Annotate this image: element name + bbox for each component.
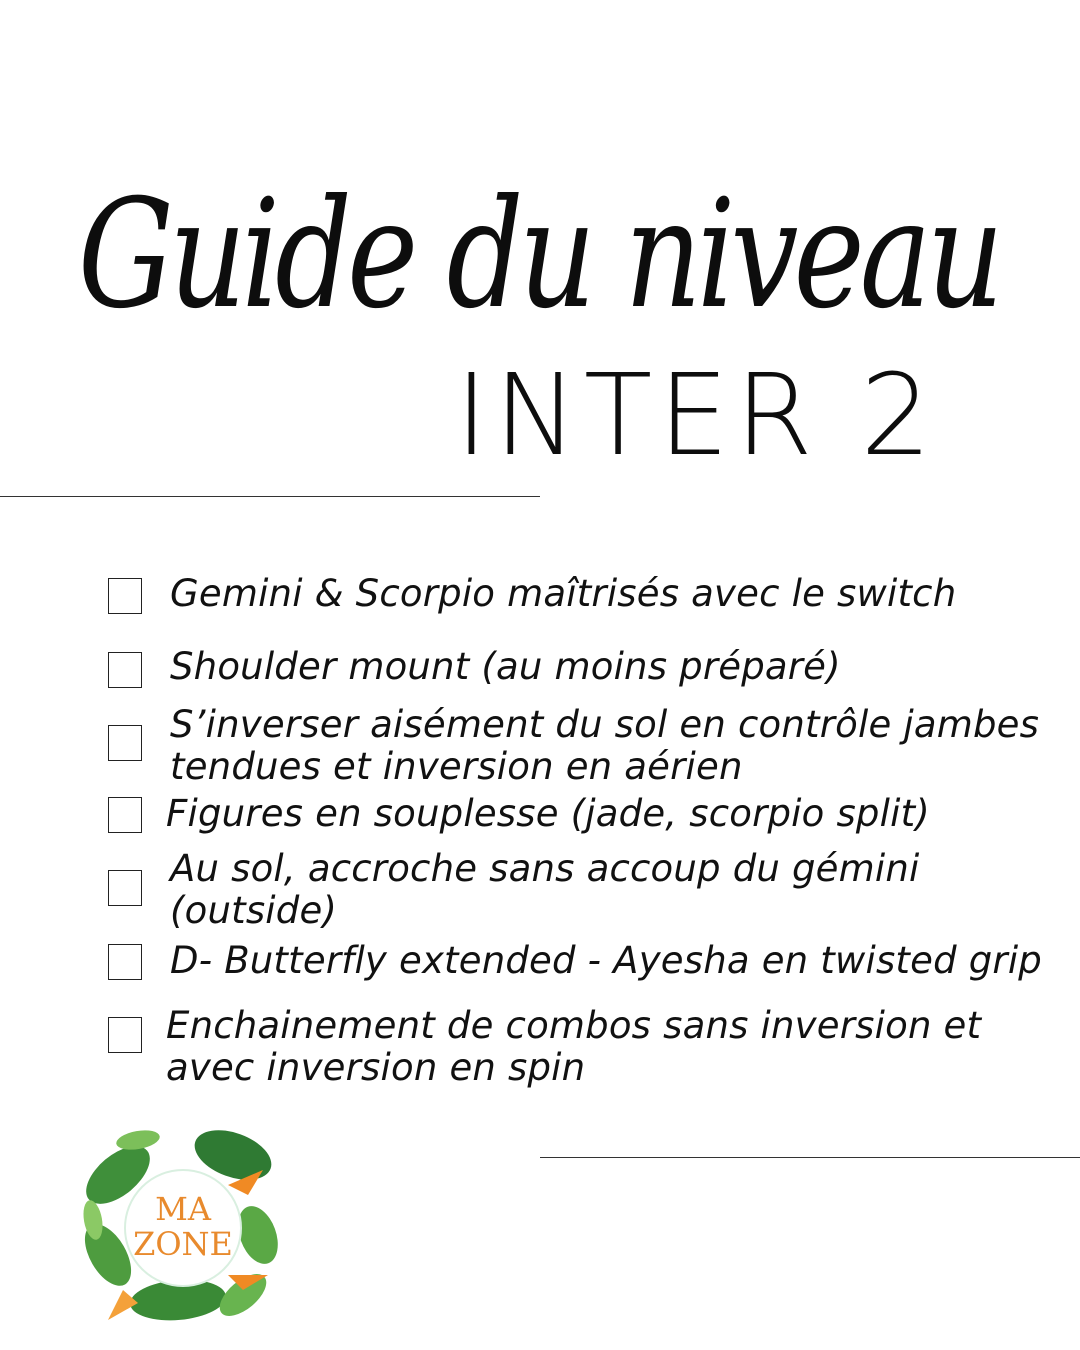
divider-bottom bbox=[540, 1157, 1080, 1158]
checkbox[interactable] bbox=[108, 1017, 142, 1053]
level-title: INTER 2 bbox=[455, 351, 938, 481]
checklist-item-label: Gemini & Scorpio maîtrisés avec le switch bbox=[170, 572, 957, 615]
checklist-item-label: Au sol, accroche sans accoup du gémini (outside) bbox=[170, 847, 920, 932]
checklist-item-label: Shoulder mount (au moins préparé) bbox=[170, 645, 841, 688]
checkbox[interactable] bbox=[108, 725, 142, 761]
checkbox[interactable] bbox=[108, 797, 142, 833]
page-title: Guide du niveau bbox=[78, 168, 1000, 342]
checklist-item-label: Enchainement de combos sans inversion et avec inversion en spin bbox=[166, 1004, 982, 1089]
ma-zone-logo bbox=[78, 1125, 288, 1325]
checkbox[interactable] bbox=[108, 870, 142, 906]
checklist-item-label: S’inverser aisément du sol en contrôle jambes tendues et inversion en aérien bbox=[170, 703, 1040, 788]
checkbox[interactable] bbox=[108, 578, 142, 614]
checklist-item-label: D- Butterfly extended - Ayesha en twisted grip bbox=[170, 939, 1042, 982]
logo-line2: ZONE bbox=[133, 1225, 233, 1263]
checklist-item-label: Figures en souplesse (jade, scorpio split) bbox=[166, 792, 930, 835]
checkbox[interactable] bbox=[108, 652, 142, 688]
logo-line1: MA bbox=[155, 1190, 211, 1228]
checkbox[interactable] bbox=[108, 944, 142, 980]
